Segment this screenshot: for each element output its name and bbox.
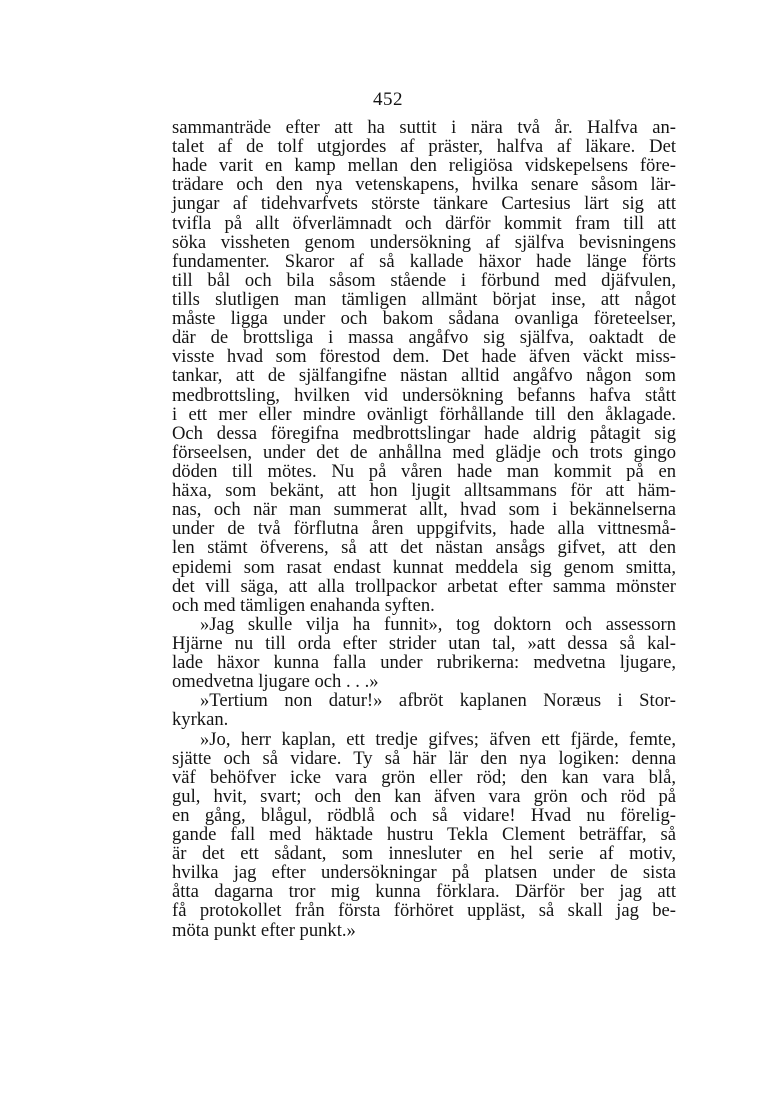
- text-line: till bål och bila såsom stående i förbund med djäfvulen,: [172, 269, 676, 291]
- text-line: »Jo, herr kaplan, ett tredje gifves; äfven ett fjärde, femte,: [200, 728, 676, 750]
- text-line: visste hvad som förestod dem. Det hade äfven väckt miss-: [172, 346, 676, 368]
- text-line: är det ett sådant, som innesluter en hel serie af motiv,: [172, 843, 676, 865]
- text-line: Och dessa föregifna medbrottslingar hade aldrig påtagit sig: [172, 422, 676, 444]
- text-line: nas, och när man summerat allt, hvad som i bekännelserna: [172, 499, 676, 521]
- text-line: det vill säga, att alla trollpackor arbetat efter samma mönster: [172, 575, 676, 597]
- body-text: [172, 118, 676, 940]
- text-line: sammanträde efter att ha suttit i nära två år. Halfva an-: [172, 117, 676, 138]
- page-number: 452: [373, 89, 403, 110]
- text-line: sjätte och så vidare. Ty så här lär den nya logiken: denna: [172, 747, 676, 769]
- text-line: en gång, blågul, rödblå och så vidare! Hvad nu förelig-: [172, 804, 676, 826]
- text-line: åtta dagarna tror mig kunna förklara. Därför ber jag att: [172, 881, 676, 903]
- text-line: och med tämligen enahanda syften.: [172, 594, 435, 616]
- text-line: möta punkt efter punkt.»: [172, 919, 356, 941]
- text-line: döden till mötes. Nu på våren hade man kommit på en: [172, 460, 676, 482]
- text-line: måste ligga under och bakom sådana ovanliga företeelser,: [172, 308, 676, 330]
- text-line: kyrkan.: [172, 709, 229, 731]
- text-line: få protokollet från första förhöret uppläst, så skall jag be-: [172, 900, 676, 922]
- text-line: »Tertium non datur!» afbröt kaplanen Noræus i Stor-: [200, 690, 676, 712]
- text-line: fundamenter. Skaror af så kallade häxor hade länge förts: [172, 250, 676, 272]
- text-line: under de två förflutna åren uppgifvits, hade alla vittnesmå-: [172, 518, 676, 540]
- text-line: tankar, att de själfangifne nästan alltid angåfvo någon som: [172, 365, 676, 387]
- text-line: »Jag skulle vilja ha funnit», tog doktorn och assessorn: [200, 613, 676, 635]
- text-line: jungar af tidehvarfvets störste tänkare Cartesius lärt sig att: [172, 193, 676, 215]
- text-line: omedvetna ljugare och . . .»: [172, 671, 379, 693]
- text-line: lade häxor kunna falla under rubrikerna: medvetna ljugare,: [172, 652, 676, 674]
- text-line: söka vissheten genom undersökning af själfva bevisningens: [172, 231, 676, 253]
- text-line: Hjärne nu till orda efter strider utan tal, »att dessa så kal-: [172, 632, 676, 654]
- text-line: epidemi som rasat endast kunnat meddela sig genom smitta,: [172, 556, 676, 578]
- text-line: tvifla på allt öfverlämnadt och därför kommit fram till att: [172, 212, 676, 234]
- text-line: trädare och den nya vetenskapens, hvilka senare såsom lär-: [172, 174, 676, 196]
- text-line: gul, hvit, svart; och den kan äfven vara grön och röd på: [172, 785, 676, 807]
- text-line: hade varit en kamp mellan den religiösa vidskepelsens före-: [172, 155, 676, 177]
- text-line: tills slutligen man tämligen allmänt börjat inse, att något: [172, 288, 676, 310]
- text-line: i ett mer eller mindre ovänligt förhållande till den åklagade.: [172, 403, 676, 425]
- text-line: hvilka jag efter undersökningar på platsen under de sista: [172, 862, 676, 884]
- text-line: häxa, som bekänt, att hon ljugit alltsammans för att häm-: [172, 480, 676, 502]
- text-line: medbrottsling, hvilken vid undersökning befanns hafva stått: [172, 384, 676, 406]
- text-line: förseelsen, under det de anhållna med glädje och trots gingo: [172, 441, 676, 463]
- text-line: talet af de tolf utgjordes af präster, halfva af läkare. Det: [172, 136, 676, 158]
- text-line: gande fall med häktade hustru Tekla Clement beträffar, så: [172, 824, 676, 846]
- text-line: där de brottsliga i massa angåfvo sig själfva, oaktadt de: [172, 327, 676, 349]
- text-line: len stämt öfverens, så att det nästan ansågs gifvet, att den: [172, 537, 676, 559]
- text-line: väf behöfver icke vara grön eller röd; den kan vara blå,: [172, 766, 676, 788]
